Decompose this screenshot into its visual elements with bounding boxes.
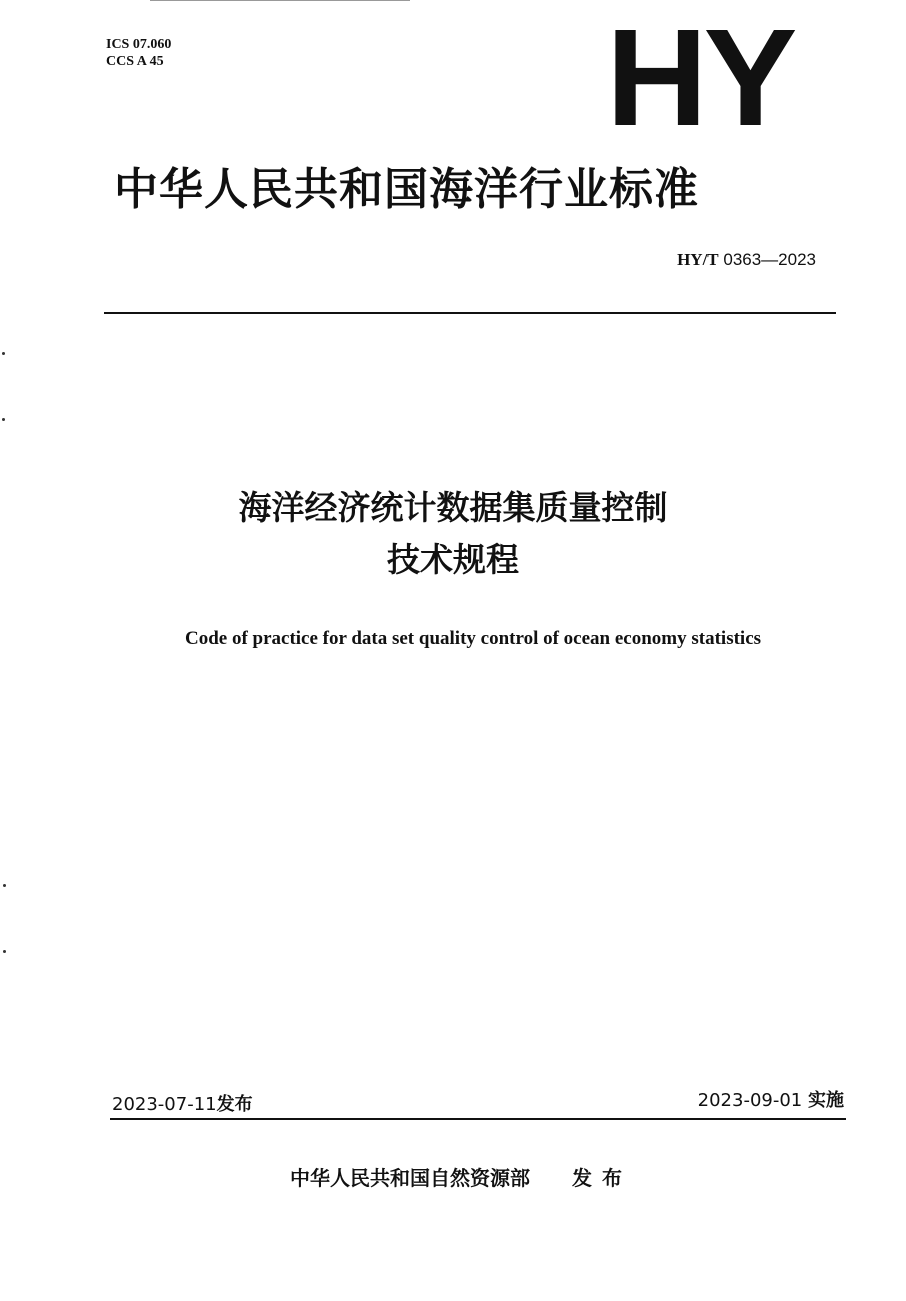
ics-code: ICS 07.060 <box>106 37 172 52</box>
standard-category-title: 中华人民共和国海洋行业标准 <box>114 164 699 215</box>
english-title: Code of practice for data set quality control of ocean economy statistics <box>184 628 762 649</box>
publisher-name: 中华人民共和国自然资源部 <box>290 1166 530 1190</box>
scan-speck <box>3 950 6 953</box>
issue-date <box>112 1090 253 1116</box>
scan-speck <box>2 418 5 421</box>
implementation-date-label: 实施 <box>808 1090 844 1111</box>
chinese-title-line2: 技术规程 <box>387 540 519 579</box>
implementation-date-value: 2023-09-01 <box>697 1090 803 1111</box>
chinese-title <box>0 482 906 586</box>
issue-date-label: 发布 <box>216 1094 253 1115</box>
scan-edge-line <box>150 0 410 1</box>
standard-number-value: 0363—2023 <box>723 250 816 269</box>
footer-divider <box>110 1118 846 1120</box>
classification-codes <box>106 36 171 70</box>
standard-number-prefix: HY/T <box>677 250 719 269</box>
scan-speck <box>3 884 6 887</box>
chinese-title-line1: 海洋经济统计数据集质量控制 <box>238 488 668 527</box>
publisher <box>290 1162 632 1191</box>
scan-speck <box>2 352 5 355</box>
implementation-date <box>698 1086 844 1112</box>
header-divider <box>104 312 836 314</box>
publisher-action: 发布 <box>572 1166 632 1190</box>
standard-number <box>677 250 816 270</box>
hy-logo: HY <box>606 1 794 155</box>
ccs-code: CCS A 45 <box>106 54 164 69</box>
issue-date-value: 2023-07-11 <box>112 1094 217 1115</box>
